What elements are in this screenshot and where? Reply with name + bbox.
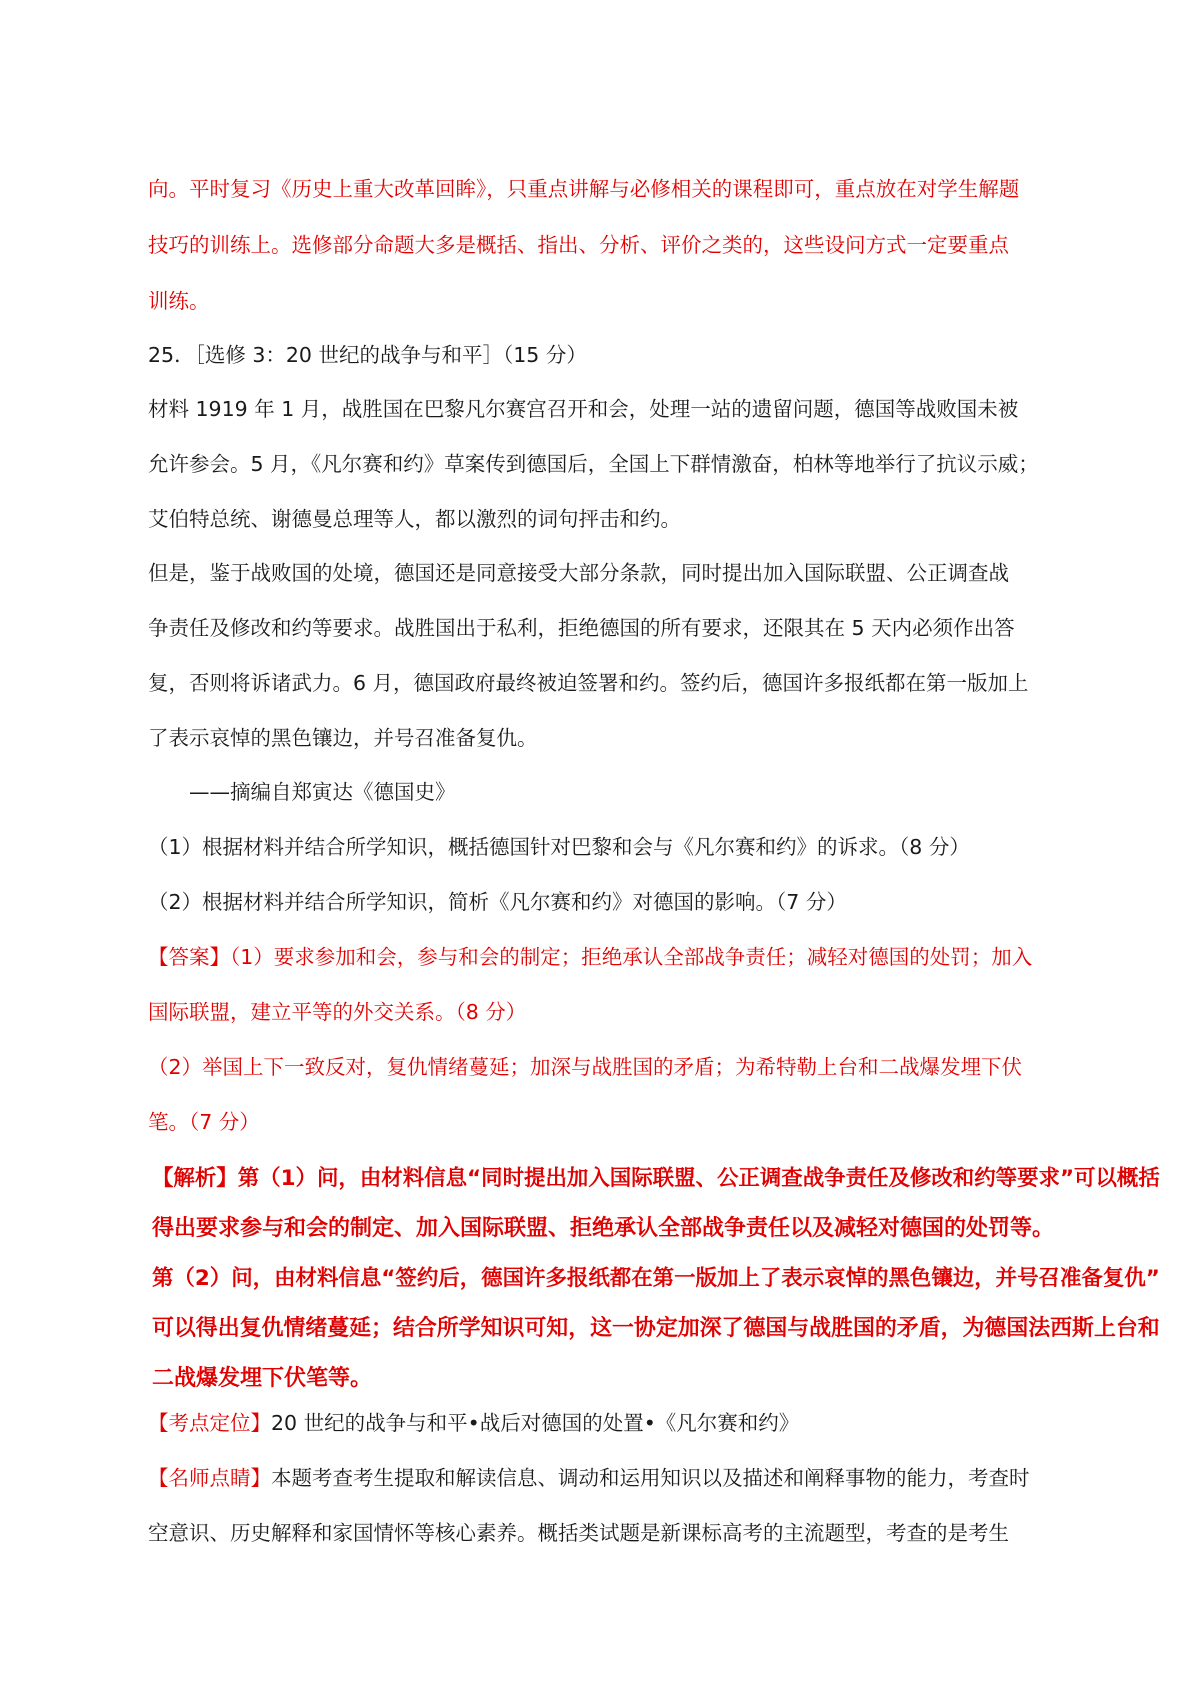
analysis-label: 【解析】 [152, 1166, 238, 1191]
kaodian-line [148, 1410, 799, 1436]
intro-line-3: 训练。 [148, 289, 210, 313]
answer-text-1: （1）要求参加和会，参与和会的制定；拒绝承认全部战争责任；减轻对德国的处罚；加入 [230, 945, 1033, 969]
material-line-7: 了表示哀悼的黑色镶边，并号召准备复仇。 [148, 726, 538, 750]
mingshi-text-1: 本题考查考生提取和解读信息、调动和运用知识以及描述和阐释事物的能力，考查时 [271, 1466, 1030, 1490]
mingshi-label: 【名师点睛】 [148, 1466, 271, 1490]
intro-line-2: 技巧的训练上。选修部分命题大多是概括、指出、分析、评价之类的，这些设问方式一定要重点 [148, 233, 1009, 257]
answer-label: 【答案】 [148, 945, 230, 969]
kaodian-text: 20 世纪的战争与和平•战后对德国的处置•《凡尔赛和约》 [271, 1411, 800, 1435]
analysis-line-4: 可以得出复仇情绪蔓延；结合所学知识可知，这一协定加深了德国与战胜国的矛盾，为德国法西斯上台和 [152, 1316, 1160, 1341]
material-line-4: 但是，鉴于战败国的处境，德国还是同意接受大部分条款，同时提出加入国际联盟、公正调查战 [148, 561, 1009, 585]
analysis-line-2: 得出要求参与和会的制定、加入国际联盟、拒绝承认全部战争责任以及减轻对德国的处罚等。 [152, 1216, 1055, 1241]
sub-question-2: （2）根据材料并结合所学知识，简析《凡尔赛和约》对德国的影响。（7 分） [148, 890, 847, 914]
answer-line-3: （2）举国上下一致反对，复仇情绪蔓延；加深与战胜国的矛盾；为希特勒上台和二战爆发埋下伏 [148, 1055, 1023, 1079]
kaodian-label: 【考点定位】 [148, 1411, 271, 1435]
material-line-3: 艾伯特总统、谢德曼总理等人，都以激烈的词句抨击和约。 [148, 507, 681, 531]
answer-line-1 [148, 944, 1032, 970]
source-citation: ——摘编自郑寅达《德国史》 [189, 780, 456, 804]
analysis-line-3: 第（2）问，由材料信息“签约后，德国许多报纸都在第一版加上了表示哀悼的黑色镶边，并号召准备复仇” [152, 1266, 1160, 1291]
material-line-5: 争责任及修改和约等要求。战胜国出于私利，拒绝德国的所有要求，还限其在 5 天内必须作出答 [148, 616, 1015, 640]
sub-question-1: （1）根据材料并结合所学知识，概括德国针对巴黎和会与《凡尔赛和约》的诉求。（8 分） [148, 835, 970, 859]
analysis-line-1 [152, 1166, 1160, 1192]
analysis-text-1: 第（1）问，由材料信息“同时提出加入国际联盟、公正调查战争责任及修改和约等要求”可以概括 [237, 1166, 1160, 1191]
mingshi-line-1 [148, 1465, 1030, 1491]
analysis-line-5: 二战爆发埋下伏笔等。 [152, 1366, 373, 1391]
material-line-2: 允许参会。5 月，《凡尔赛和约》草案传到德国后，全国上下群情激奋，柏林等地举行了抗议示威； [148, 452, 1039, 476]
question-header: 25．［选修 3：20 世纪的战争与和平］（15 分） [148, 343, 587, 367]
intro-line-1: 向。平时复习《历史上重大改革回眸》，只重点讲解与必修相关的课程即可，重点放在对学生解题 [148, 177, 1020, 201]
answer-line-2: 国际联盟，建立平等的外交关系。（8 分） [148, 1000, 527, 1024]
material-line-1: 材料 1919 年 1 月，战胜国在巴黎凡尔赛宫召开和会，处理一站的遗留问题，德国等战败国未被 [148, 397, 1019, 421]
material-line-6: 复，否则将诉诸武力。6 月，德国政府最终被迫签署和约。签约后，德国许多报纸都在第一版加上 [148, 671, 1029, 695]
answer-line-4: 笔。（7 分） [148, 1110, 260, 1134]
mingshi-line-2: 空意识、历史解释和家国情怀等核心素养。概括类试题是新课标高考的主流题型，考查的是考生 [148, 1521, 1009, 1545]
